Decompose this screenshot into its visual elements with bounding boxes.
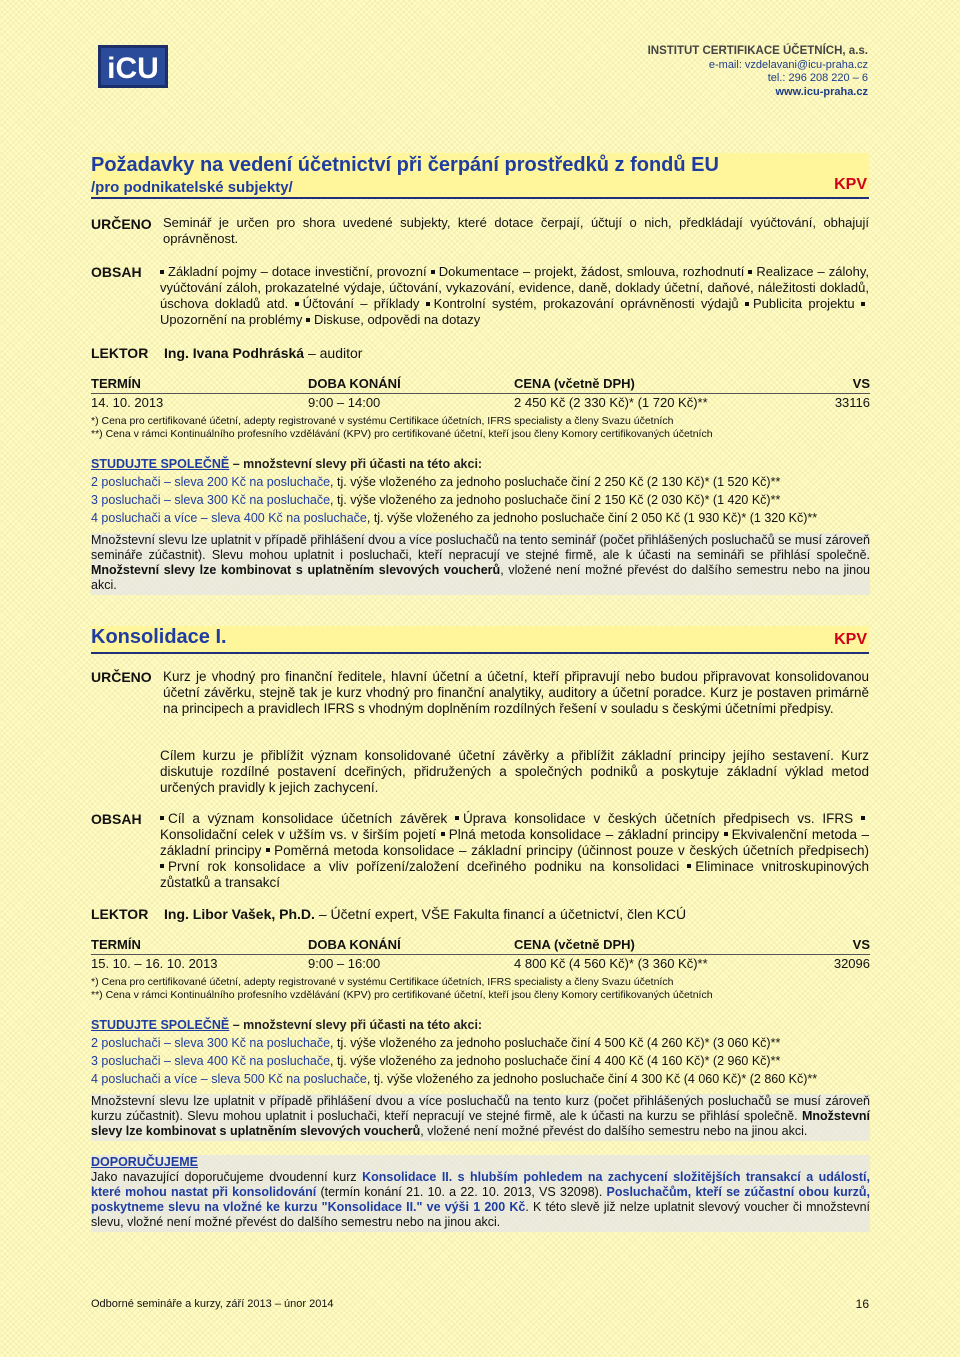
course2-title: Konsolidace I. <box>91 626 227 648</box>
course1-urceno-label: URČENO <box>91 216 152 232</box>
header-termin: TERMÍN <box>91 937 141 952</box>
obsah-item: Plná metoda konsolidace – základní principy <box>448 827 720 842</box>
org-name: INSTITUT CERTIFIKACE ÚČETNÍCH, a.s. <box>647 45 868 57</box>
discount-text-end: , vložené není možné převést do dalšího semestru nebo na jinou akci. <box>91 563 870 592</box>
discount-tier: 4 posluchači a více – sleva 500 Kč na posluchače <box>91 1072 367 1086</box>
course2-obsah-list <box>160 811 869 891</box>
course2-schedule-table <box>91 937 870 973</box>
note-2: **) Cena v rámci Kontinuálního profesního vzdělávání (KPV) pro certifikované účetní, kteří jsou členy Komory certifikovaných účetních <box>91 428 713 440</box>
discount-heading <box>91 455 870 473</box>
lektor-name: Ing. Libor Vašek, Ph.D. <box>164 906 315 922</box>
course2-title-bar <box>91 626 869 654</box>
course1-notes <box>91 415 713 441</box>
recommend-offer: Posluchačům, kteří se zúčastní obou kurzů, poskytneme slevu na vložné ke kurzu "Konsolidace II." ve výši 1 200 Kč <box>91 1185 870 1214</box>
discount-detail: , tj. výše vloženého za jednoho posluchače činí 2 150 Kč (2 030 Kč)* (1 420 Kč)** <box>330 493 781 507</box>
page-number: 16 <box>855 1297 869 1311</box>
obsah-item: Kontrolní systém, prokazování oprávněnosti výdajů <box>433 296 739 311</box>
cell-vs: 32096 <box>833 956 870 971</box>
discount-heading-text: – množstevní slevy při účasti na této akci: <box>229 457 483 471</box>
course2-lektor <box>164 906 686 922</box>
discount-row <box>91 1070 870 1088</box>
discount-tier: 3 posluchači – sleva 300 Kč na posluchače <box>91 493 331 507</box>
discount-tier: 2 posluchači – sleva 200 Kč na posluchače <box>91 475 331 489</box>
cell-doba: 9:00 – 14:00 <box>308 395 381 410</box>
page-footer: Odborné semináře a kurzy, září 2013 – únor 2014 <box>91 1298 334 1310</box>
discount-row <box>91 1034 870 1052</box>
header-vs: VS <box>852 376 870 391</box>
obsah-item: Ekvivalenční metoda – základní principy <box>160 827 869 858</box>
recommend-block <box>91 1155 870 1232</box>
discount-tier: 4 posluchači a více – sleva 400 Kč na posluchače <box>91 511 367 525</box>
discount-tier: 3 posluchači – sleva 400 Kč na posluchače <box>91 1054 331 1068</box>
header-doba: DOBA KONÁNÍ <box>308 937 401 952</box>
recommend-text: Jako navazující doporučujeme dvoudenní kurz <box>91 1170 363 1184</box>
header-doba: DOBA KONÁNÍ <box>308 376 401 391</box>
course1-kpv-badge: KPV <box>834 176 867 193</box>
discount-text: Množstevní slevu lze uplatnit v případě přihlášení dvou a více posluchačů na tento seminář (počet přihlášených posluchačů se musí zároveň semináře zúčastnit). Slevu mohou uplatnit i posluchači, kteří nepracují ve stejné firmě, ale k účasti na semináři se přihlásí společně. <box>91 533 870 562</box>
obsah-item: Upozornění na problémy <box>160 312 303 327</box>
header-termin: TERMÍN <box>91 376 141 391</box>
discount-bold: Množstevní slevy lze kombinovat s uplatněním slevových voucherů <box>91 563 501 577</box>
course2-urceno-text: Kurz je vhodný pro finanční ředitele, hlavní účetní a účetní, kteří připravují nebo budou připravovat konsolidovanou účetní závěrku, stejně tak je kurz vhodný pro finanční analytiky, auditory a účetní poradce. Kurz je postaven primárně na principech a pravidlech IFRS s vhodným doplněním rozdílných řešení v souladu s českými účetními předpisy. <box>163 669 869 716</box>
course1-title: Požadavky na vedení účetnictví při čerpání prostředků z fondů EU <box>91 154 719 176</box>
discount-heading <box>91 1016 870 1034</box>
cell-cena: 2 450 Kč (2 330 Kč)* (1 720 Kč)** <box>514 395 708 410</box>
cell-cena: 4 800 Kč (4 560 Kč)* (3 360 Kč)** <box>514 956 708 971</box>
cell-doba: 9:00 – 16:00 <box>308 956 381 971</box>
discount-detail: , tj. výše vloženého za jednoho posluchače činí 4 500 Kč (4 260 Kč)* (3 060 Kč)** <box>330 1036 781 1050</box>
course1-obsah-list <box>160 264 869 328</box>
obsah-item: Účtování – příklady <box>302 296 420 311</box>
phone: tel.: 296 208 220 – 6 <box>767 72 868 84</box>
obsah-item: Realizace – zálohy, vyúčtování záloh, prokazatelné výdaje, účtování, vykazování, evidence, daně, doklady účetní, daňové, náležitosti dokladů, úschova dokladů atd. <box>160 264 869 311</box>
recommend-course: Konsolidace II. s hlubším pohledem na zachycení složitějších transakcí a událostí, které mohou nastat při konsolidování <box>91 1170 870 1199</box>
obsah-item: Základní pojmy – dotace investiční, provozní <box>168 264 427 279</box>
discount-row <box>91 1052 870 1070</box>
header-cena: CENA (včetně DPH) <box>514 937 635 952</box>
course1-obsah-label: OBSAH <box>91 264 142 280</box>
obsah-item: Diskuse, odpovědi na dotazy <box>313 312 481 327</box>
table-row <box>91 395 870 412</box>
cell-vs: 33116 <box>834 395 870 410</box>
course2-notes <box>91 976 713 1002</box>
discount-detail: , tj. výše vloženého za jednoho posluchače činí 2 250 Kč (2 130 Kč)* (1 520 Kč)** <box>330 475 781 489</box>
studujte-link[interactable]: STUDUJTE SPOLEČNĚ <box>91 457 230 471</box>
course2-urceno-text2: Cílem kurzu je přiblížit význam konsolidované účetní závěrky a přiblížit základní principy jejího sestavení. Kurz diskutuje rozdílné postavení dceřiných, přidružených a společných podniků a poskytuje základní výklad metod určených pravidly k jejich zachycení. <box>160 748 869 795</box>
discount-row <box>91 473 870 491</box>
course1-discount-block <box>91 455 870 595</box>
discount-tier: 2 posluchači – sleva 300 Kč na posluchače <box>91 1036 331 1050</box>
obsah-item: První rok konsolidace a vliv pořízení/založení dceřiného podniku na konsolidaci <box>168 859 680 874</box>
obsah-item: Eliminace vnitroskupinových zůstatků a transakcí <box>160 859 869 890</box>
cell-termin: 14. 10. 2013 <box>91 395 164 410</box>
obsah-item: Konsolidační celek v užším vs. v širším pojetí <box>160 827 437 842</box>
note-2: **) Cena v rámci Kontinuálního profesního vzdělávání (KPV) pro certifikované účetní, kteří jsou členy Komory certifikovaných účetních <box>91 989 713 1001</box>
email[interactable]: e-mail: vzdelavani@icu-praha.cz <box>708 58 868 71</box>
contact-block <box>648 45 868 99</box>
course1-subtitle: /pro podnikatelské subjekty/ <box>91 179 293 196</box>
cell-termin: 15. 10. – 16. 10. 2013 <box>91 956 218 971</box>
website-link[interactable]: www.icu-praha.cz <box>775 85 868 98</box>
lektor-name: Ing. Ivana Podhráská <box>164 345 305 361</box>
recommend-end: . K této slevě již nelze uplatnit slevový voucher či množstevní slevu, vložné není možné převést do dalšího semestru nebo na jinou akci. <box>91 1200 870 1229</box>
discount-bold: Množstevní slevy lze kombinovat s uplatněním slevových voucherů <box>91 1109 870 1138</box>
table-header <box>91 937 870 955</box>
discount-row <box>91 509 870 527</box>
recommend-date: (termín konání 21. 10. a 22. 10. 2013, VS 32098). <box>316 1185 607 1199</box>
course2-urceno-label: URČENO <box>91 669 152 685</box>
svg-text:iCU: iCU <box>107 52 159 85</box>
course2-kpv-badge: KPV <box>834 631 867 648</box>
doporucujeme-link[interactable]: DOPORUČUJEME <box>91 1155 198 1169</box>
course2-lektor-label: LEKTOR <box>91 906 149 922</box>
discount-detail: , tj. výše vloženého za jednoho posluchače činí 4 300 Kč (4 060 Kč)* (2 860 Kč)** <box>366 1072 818 1086</box>
discount-paragraph <box>91 1094 870 1141</box>
header-cena: CENA (včetně DPH) <box>514 376 635 391</box>
discount-text: Množstevní slevu lze uplatnit v případě přihlášení dvou a více posluchačů na tento kurz (počet přihlášených posluchačů se musí zároveň kurzu zúčastnit). Slevu mohou uplatnit i posluchači, kteří nepracují ve stejné firmě, ale k účasti na kurzu se přihlásí společně. <box>91 1094 870 1123</box>
course1-schedule-table <box>91 376 870 412</box>
course2-discount-block <box>91 1016 870 1232</box>
obsah-item: Publicita projektu <box>752 296 855 311</box>
note-1: *) Cena pro certifikované účetní, adepty registrované v systému Certifikace účetních, IFRS specialisty a členy Svazu účetních <box>91 976 674 988</box>
discount-detail: , tj. výše vloženého za jednoho posluchače činí 2 050 Kč (1 930 Kč)* (1 320 Kč)** <box>366 511 818 525</box>
discount-row <box>91 491 870 509</box>
studujte-link[interactable]: STUDUJTE SPOLEČNĚ <box>91 1018 230 1032</box>
header-vs: VS <box>852 937 870 952</box>
discount-detail: , tj. výše vloženého za jednoho posluchače činí 4 400 Kč (4 160 Kč)* (2 960 Kč)** <box>330 1054 781 1068</box>
course1-lektor <box>164 345 362 361</box>
obsah-item: Dokumentace – projekt, žádost, smlouva, rozhodnutí <box>438 264 745 279</box>
course1-urceno-text: Seminář je určen pro shora uvedené subjekty, které dotace čerpají, účtují o nich, předkládají vyúčtování, obhajují oprávněnost. <box>163 215 869 246</box>
discount-heading-text: – množstevní slevy při účasti na této akci: <box>229 1018 483 1032</box>
discount-paragraph <box>91 533 870 595</box>
course1-title-bar <box>91 153 869 199</box>
obsah-item: Cíl a význam konsolidace účetních závěrek <box>168 811 448 826</box>
note-1: *) Cena pro certifikované účetní, adepty registrované v systému Certifikace účetních, IFRS specialisty a členy Svazu účetních <box>91 415 674 427</box>
discount-text-end: , vložené není možné převést do dalšího semestru nebo na jinou akci. <box>420 1124 808 1138</box>
lektor-role: – auditor <box>304 345 363 361</box>
obsah-item: Úprava konsolidace v českých účetních předpisech vs. IFRS <box>463 811 854 826</box>
icu-logo <box>98 45 168 88</box>
table-header <box>91 376 870 394</box>
obsah-item: Poměrná metoda konsolidace – základní principy (účinnost pouze v českých účetních předpisech) <box>274 843 869 858</box>
course1-lektor-label: LEKTOR <box>91 345 149 361</box>
table-row <box>91 956 870 973</box>
course2-obsah-label: OBSAH <box>91 811 142 827</box>
lektor-role: – Účetní expert, VŠE Fakulta financí a účetnictví, člen KCÚ <box>314 906 687 922</box>
